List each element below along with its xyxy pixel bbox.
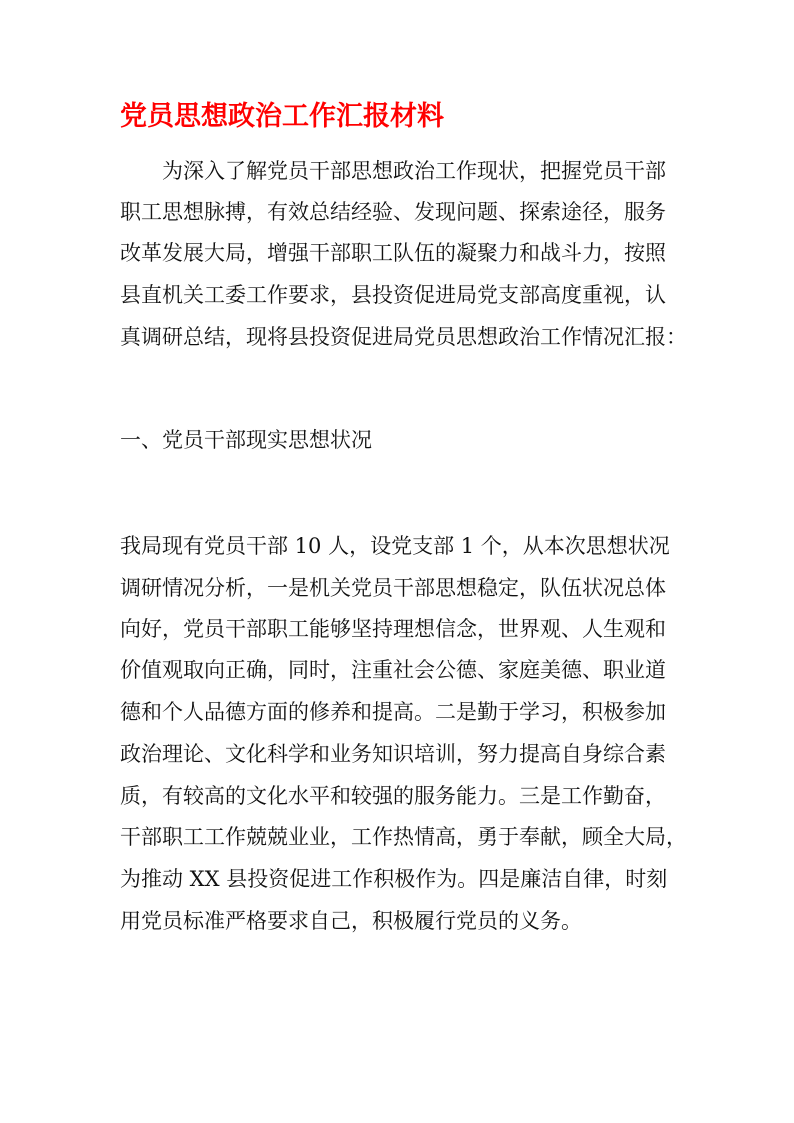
- body-line: 我局现有党员干部 10 人，设党支部 1 个，从本次思想状况: [120, 534, 670, 558]
- intro-line: 县直机关工委工作要求，县投资促进局党支部高度重视，认: [120, 283, 666, 307]
- body-line: 质，有较高的文化水平和较强的服务能力。三是工作勤奋，: [120, 784, 666, 808]
- intro-line: 职工思想脉搏，有效总结经验、发现问题、探索途径，服务: [120, 200, 666, 224]
- document-title: 党员思想政治工作汇报材料: [120, 101, 444, 132]
- body-line: 价值观取向正确，同时，注重社会公德、家庭美德、职业道: [120, 658, 666, 682]
- body-line: 政治理论、文化科学和业务知识培训，努力提高自身综合素: [120, 742, 666, 766]
- body-line: 调研情况分析，一是机关党员干部思想稳定，队伍状况总体: [120, 576, 666, 600]
- intro-line: 真调研总结，现将县投资促进局党员思想政治工作情况汇报：: [120, 325, 687, 349]
- body-line: 德和个人品德方面的修养和提高。二是勤于学习，积极参加: [120, 700, 666, 724]
- intro-line: 改革发展大局，增强干部职工队伍的凝聚力和战斗力，按照: [120, 241, 666, 265]
- body-line: 干部职工工作兢兢业业，工作热情高，勇于奉献，顾全大局，: [120, 825, 687, 849]
- body-line: 向好，党员干部职工能够坚持理想信念，世界观、人生观和: [120, 617, 666, 641]
- body-line: 为推动 XX 县投资促进工作积极作为。四是廉洁自律，时刻: [120, 867, 668, 891]
- section-heading: 一、党员干部现实思想状况: [120, 428, 372, 452]
- intro-line: 为深入了解党员干部思想政治工作现状，把握党员干部: [162, 159, 666, 183]
- body-line: 用党员标准严格要求自己，积极履行党员的义务。: [120, 909, 582, 933]
